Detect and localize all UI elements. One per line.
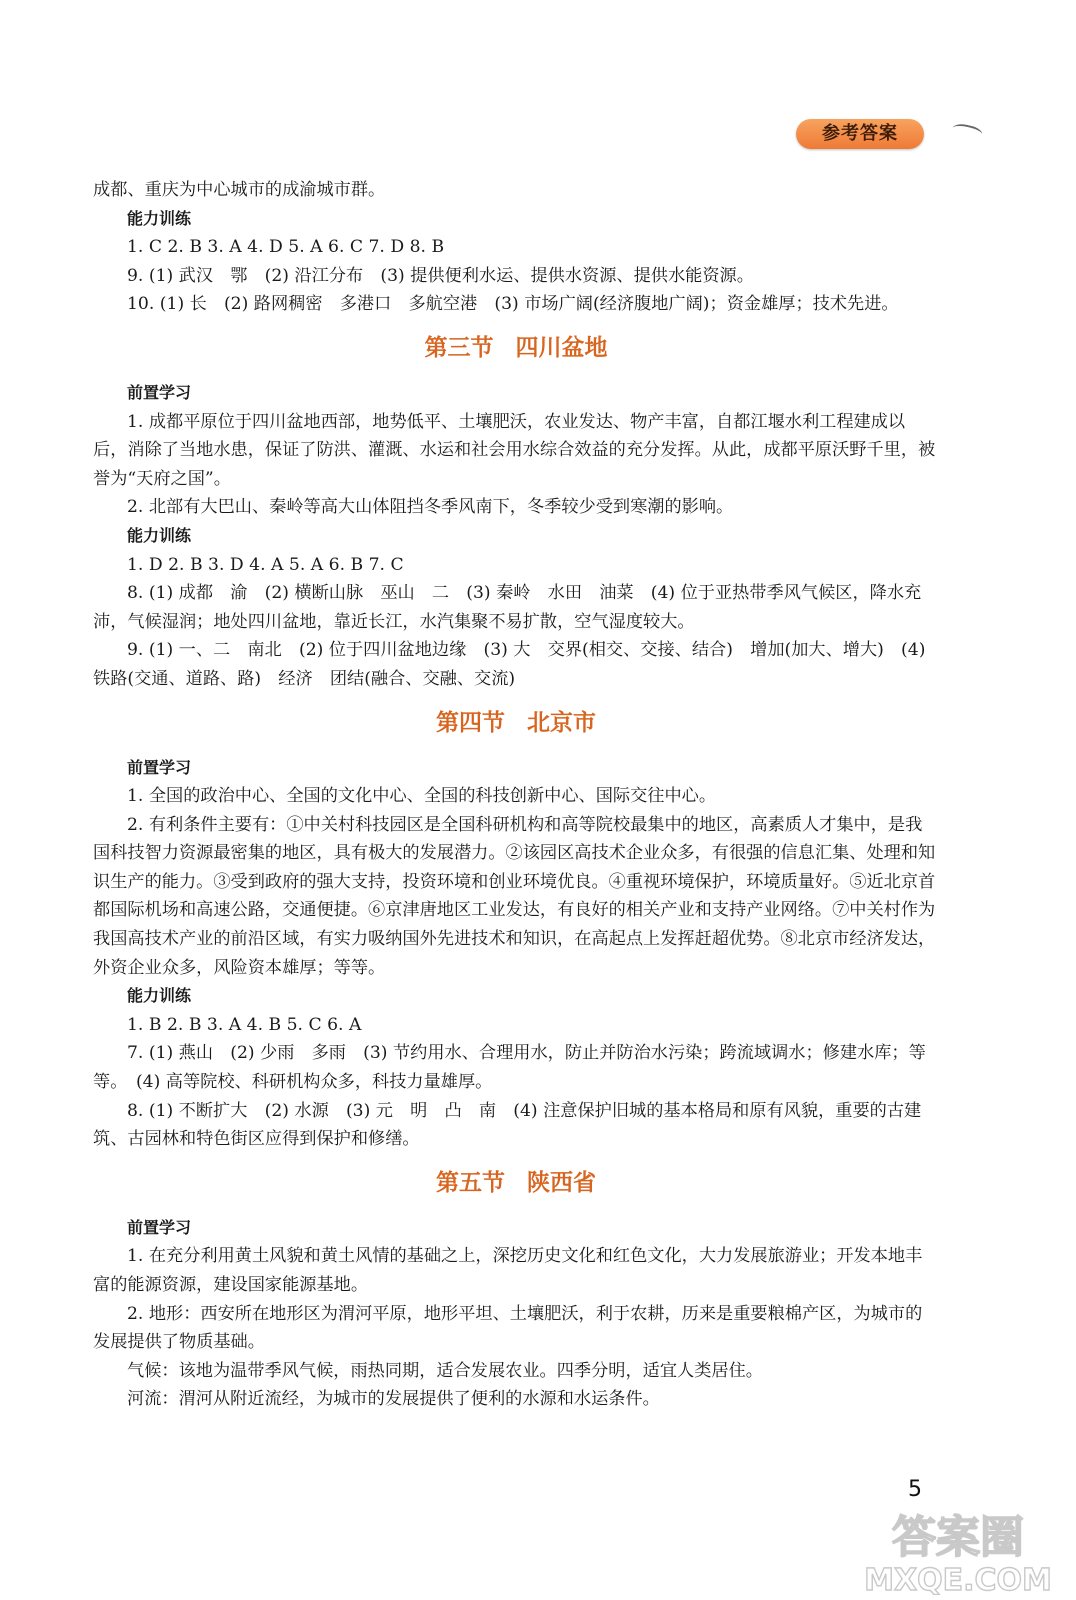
subheading-ability: 能力训练: [127, 525, 192, 545]
subheading-ability: 能力训练: [127, 208, 192, 228]
answer-line: 1. B 2. B 3. A 4. B 5. C 6. A: [127, 1014, 362, 1035]
answer-line: 10. (1) 长 (2) 路网稠密 多港口 多航空港 (3) 市场广阔(经济腹地广阔)；资金雄厚；技术先进。: [127, 294, 899, 315]
answer-paragraph: 2. 北部有大巴山、秦岭等高大山体阻挡冬季风南下，冬季较少受到寒潮的影响。: [127, 497, 734, 518]
section-number: 第三节: [424, 334, 494, 361]
subheading-preview: 前置学习: [127, 757, 192, 777]
page-number: 5: [908, 1477, 922, 1502]
section-title-3: [93, 333, 939, 363]
answer-paragraph: 1. 在充分利用黄土风貌和黄土风情的基础之上，深挖历史文化和红色文化，大力发展旅游业；开发本地丰富的能源资源，建设国家能源基地。: [93, 1246, 923, 1295]
section-title-4: [93, 708, 939, 738]
answer-paragraph: 2. 地形：西安所在地形区为渭河平原，地形平坦、土壤肥沃，利于农耕，历来是重要粮棉产区，为城市的发展提供了物质基础。: [93, 1303, 923, 1353]
answer-key-badge: 参考答案: [796, 119, 924, 149]
decorative-swoosh: [951, 122, 983, 143]
section-number: 第五节: [436, 1169, 505, 1196]
answer-paragraph: 1. 全国的政治中心、全国的文化中心、全国的科技创新中心、国际交往中心。: [127, 786, 717, 807]
section-name: 北京市: [527, 709, 596, 736]
answer-content: [93, 176, 939, 1414]
answer-paragraph: 7. (1) 燕山 (2) 少雨 多雨 (3) 节约用水、合理用水，防止并防治水污染；跨流域调水；修建水库；等等。 (4) 高等院校、科研机构众多，科技力量雄厚。: [93, 1043, 926, 1093]
answer-paragraph: 2. 有利条件主要有：①中关村科技园区是全国科研机构和高等院校最集中的地区，高素质人才集中，是我国科技智力资源最密集的地区，具有极大的发展潜力。②该园区高技术企业众多，有很强的信息汇集、处理和知识生产的能力。③受到政府的强大支持，投资环境和创业环境优良。④重视环境保护，环境质量好。⑤近北京首都国际机场和高速公路，交通便捷。⑥京津唐地区工业发达，有良好的相关产业和支持产业网络。⑦中关村作为我国高技术产业的前沿区域，有实力吸纳国外先进技术和知识，在高起点上发挥赶超优势。⑧北京市经济发达，外资企业众多，风险资本雄厚；等等。: [93, 814, 936, 978]
answer-paragraph: 8. (1) 不断扩大 (2) 水源 (3) 元 明 凸 南 (4) 注意保护旧城的基本格局和原有风貌，重要的古建筑、古园林和特色街区应得到保护和修缮。: [93, 1100, 922, 1150]
subheading-ability: 能力训练: [127, 986, 192, 1006]
section-number: 第四节: [436, 709, 505, 736]
subheading-preview: 前置学习: [127, 1217, 192, 1237]
watermark-logo: [858, 1500, 1058, 1595]
section-title-5: [93, 1168, 939, 1198]
answer-paragraph: 9. (1) 一、二 南北 (2) 位于四川盆地边缘 (3) 大 交界(相交、交接、结合) 增加(加大、增大) (4) 铁路(交通、道路、路) 经济 团结(融合、交融、交流): [93, 640, 926, 689]
section-name: 陕西省: [527, 1169, 596, 1196]
continuation-line: 成都、重庆为中心城市的成渝城市群。: [93, 180, 386, 200]
section-name: 四川盆地: [515, 334, 608, 361]
watermark-url: MXQE.COM: [864, 1563, 1052, 1595]
answer-paragraph: 1. 成都平原位于四川盆地西部，地势低平、土壤肥沃，农业发达、物产丰富，自都江堰水利工程建成以后，消除了当地水患，保证了防洪、灌溉、水运和社会用水综合效益的充分发挥。从此，成都平原沃野千里，被誉为“天府之国”。: [93, 411, 936, 489]
watermark-text: 答案圈: [892, 1512, 1024, 1563]
answer-line: 9. (1) 武汉 鄂 (2) 沿江分布 (3) 提供便利水运、提供水资源、提供水能资源。: [127, 265, 754, 286]
answer-line: 1. D 2. B 3. D 4. A 5. A 6. B 7. C: [127, 554, 404, 575]
answer-line: 1. C 2. B 3. A 4. D 5. A 6. C 7. D 8. B: [127, 237, 445, 258]
answer-paragraph: 气候：该地为温带季风气候，雨热同期，适合发展农业。四季分明，适宜人类居住。: [127, 1360, 763, 1381]
answer-paragraph: 8. (1) 成都 渝 (2) 横断山脉 巫山 二 (3) 秦岭 水田 油菜 (4) 位于亚热带季风气候区，降水充沛，气候湿润；地处四川盆地，靠近长江，水汽集聚不易扩散，空气湿度较大。: [93, 583, 922, 632]
subheading-preview: 前置学习: [127, 382, 192, 402]
answer-paragraph: 河流：渭河从附近流经，为城市的发展提供了便利的水源和水运条件。: [127, 1389, 660, 1410]
